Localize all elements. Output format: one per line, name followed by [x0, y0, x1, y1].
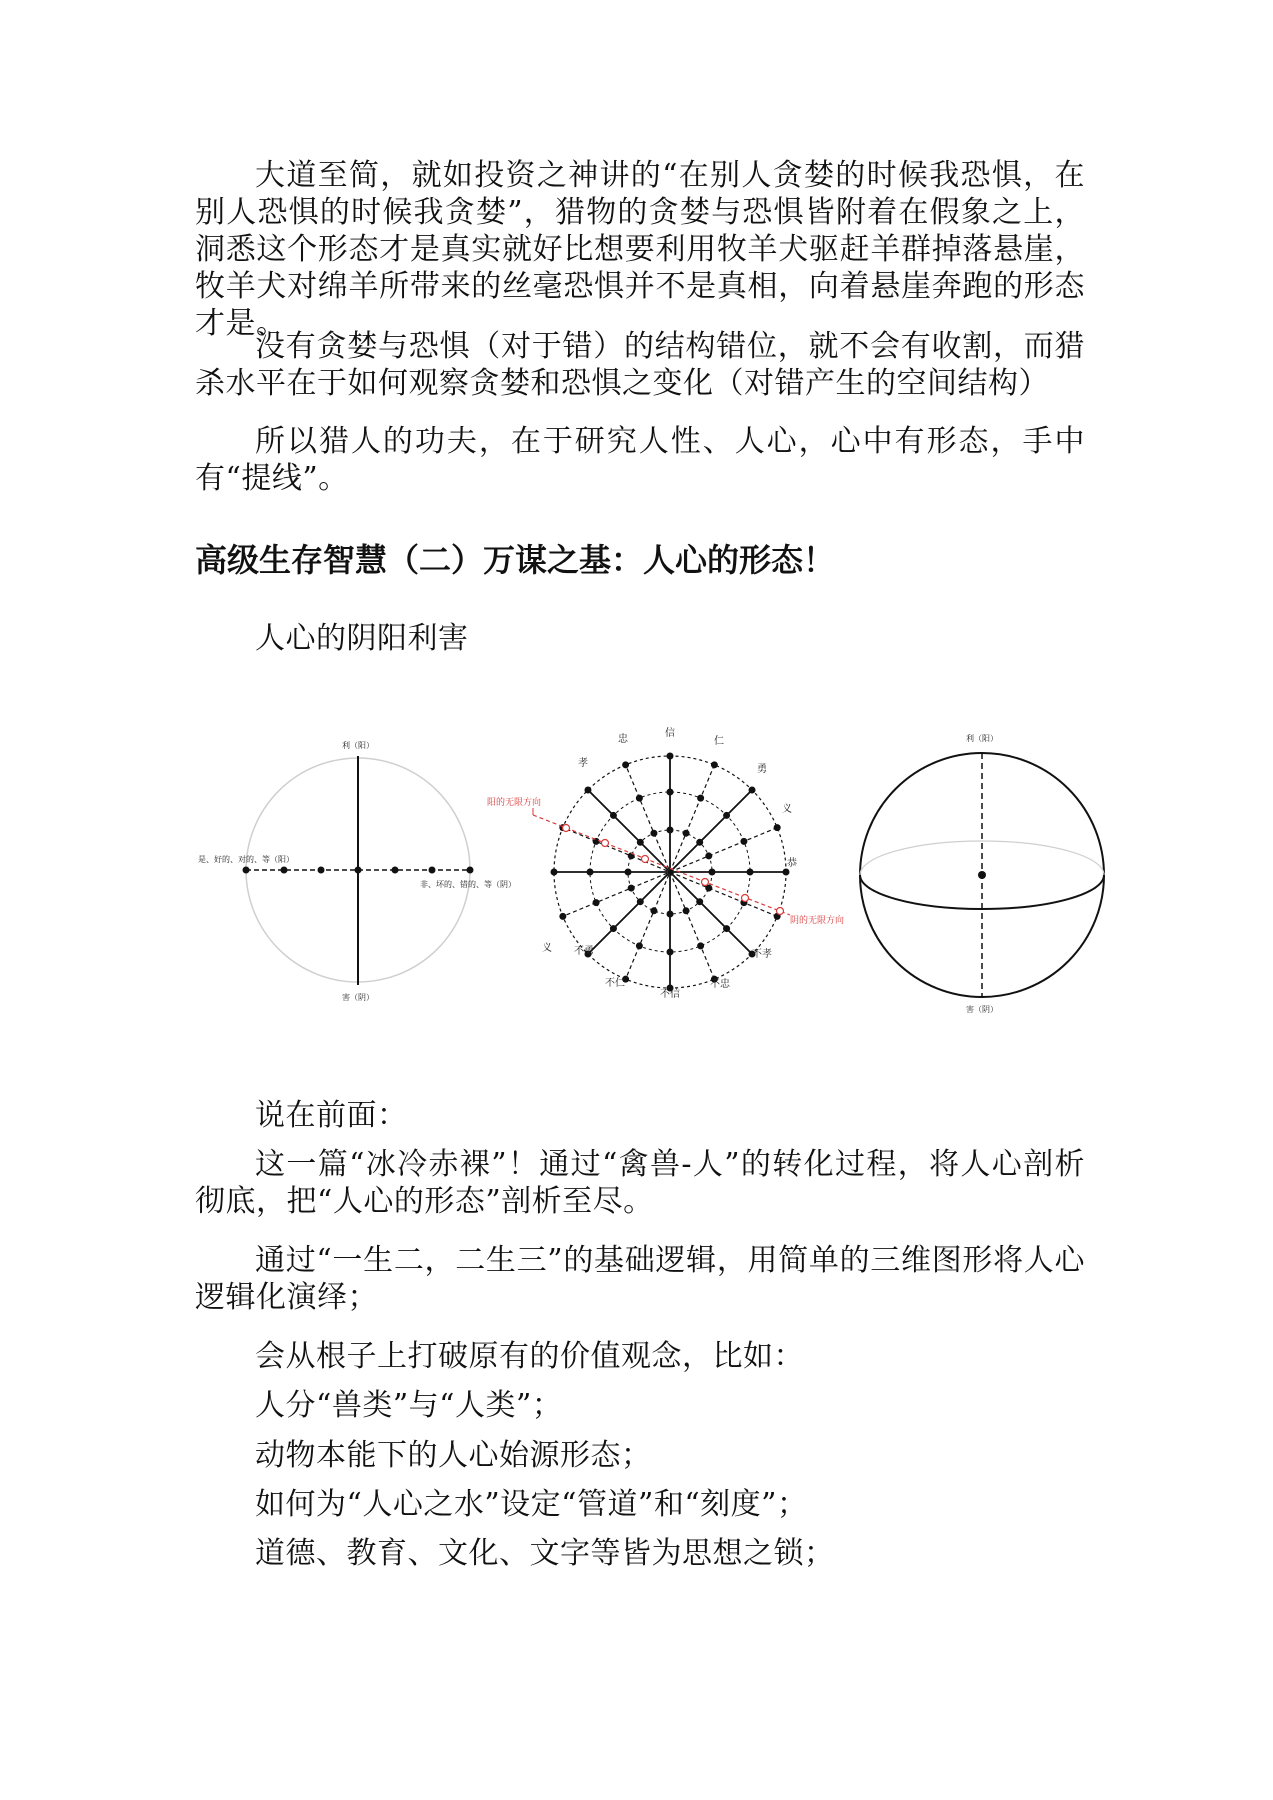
- axis-dot: [281, 867, 288, 874]
- yin-yang-direction-line: [533, 815, 790, 915]
- yin-direction-label: 阴的无限方向: [790, 916, 845, 926]
- spoke-dot: [667, 827, 674, 834]
- list-line: 人分“兽类”与“人类”；: [255, 1388, 563, 1423]
- direction-marker: [642, 856, 649, 863]
- wheel-label: 仁: [714, 736, 724, 747]
- spoke-dot: [559, 913, 566, 920]
- spoke-dot: [625, 869, 632, 876]
- axis-dot: [355, 867, 362, 874]
- spoke-dot: [637, 839, 644, 846]
- spoke-dot: [783, 869, 790, 876]
- list-line: 会从根子上打破原有的价值观念，比如：: [255, 1339, 804, 1374]
- direction-marker: [563, 825, 570, 832]
- spoke-dot: [667, 949, 674, 956]
- spoke-dot: [622, 761, 629, 768]
- axis-dot: [467, 867, 474, 874]
- spoke-dot: [667, 789, 674, 796]
- spoke-dot: [774, 824, 781, 831]
- wheel-label: 忠: [618, 734, 628, 745]
- wheel-label: 不勇: [574, 946, 594, 957]
- paragraph-investment: 大道至简，就如投资之神讲的“在别人贪婪的时候我恐惧，在别人恐惧的时候我贪婪”，猎物的贪婪与恐惧皆附着在假象之上，洞悉这个形态才是真实就好比想要利用牧羊犬驱赶羊群掉落悬崖，牧羊犬对绵羊所带来的丝毫恐惧并不是真相，向着悬崖奔跑的形态才是。: [195, 158, 1085, 341]
- spoke-dot: [697, 942, 704, 949]
- sphere-diagram: [860, 733, 1104, 1014]
- spoke-dot: [584, 786, 591, 793]
- spoke-dot: [683, 830, 690, 837]
- label-right: 非、坏的、错的、等（阴）: [420, 880, 516, 889]
- spoke-dot: [740, 838, 747, 845]
- paragraph-structure: 没有贪婪与恐惧（对于错）的结构错位，就不会有收割，而猎杀水平在于如何观察贪婪和恐惧之变化（对错产生的空间结构）: [195, 329, 1085, 401]
- axis-dot: [243, 867, 250, 874]
- spoke-dot: [709, 869, 716, 876]
- virtue-wheel-diagram: [487, 726, 844, 1000]
- paragraph-logic: 通过“一生二，二生三”的基础逻辑，用简单的三维图形将人心逻辑化演绎；: [195, 1243, 1085, 1315]
- sphere-label-bottom: 害（阴）: [966, 1005, 998, 1014]
- yang-direction-label: 阳的无限方向: [487, 798, 542, 808]
- spoke-dot: [696, 898, 703, 905]
- spoke-dot: [610, 812, 617, 819]
- spoke-dot: [667, 753, 674, 760]
- wheel-label: 孝: [578, 758, 588, 769]
- spoke-dot: [696, 839, 703, 846]
- direction-marker: [777, 908, 784, 915]
- spoke-dot: [697, 795, 704, 802]
- spoke-dot: [636, 942, 643, 949]
- axis-dot: [318, 867, 325, 874]
- sphere-label-top: 利（阳）: [966, 734, 998, 743]
- subheading: 人心的阴阳利害: [255, 621, 469, 656]
- axis-dot: [429, 867, 436, 874]
- spoke-dot: [637, 898, 644, 905]
- label-top: 利（阳）: [342, 741, 374, 750]
- spoke-dot: [747, 869, 754, 876]
- wheel-label: 不孝: [752, 949, 772, 960]
- spoke-dot: [723, 812, 730, 819]
- paragraph-hunter: 所以猎人的功夫，在于研究人性、人心，心中有形态，手中有“提线”。: [195, 424, 1085, 496]
- spoke-dot: [636, 795, 643, 802]
- list-line: 如何为“人心之水”设定“管道”和“刻度”；: [255, 1487, 808, 1522]
- spoke-dot: [711, 761, 718, 768]
- paragraph-cold: 这一篇“冰冷赤裸”！通过“禽兽-人”的转化过程，将人心剖析彻底，把“人心的形态”剖析至尽。: [195, 1147, 1085, 1219]
- spoke-dot: [593, 899, 600, 906]
- spoke-dot: [650, 907, 657, 914]
- wheel-label: 不仁: [605, 978, 625, 989]
- spoke-dot: [683, 907, 690, 914]
- label-bottom: 害（阴）: [342, 993, 374, 1002]
- axis-circle-diagram: [198, 740, 516, 1002]
- spoke-dot: [705, 852, 712, 859]
- wheel-label: 勇: [757, 764, 767, 775]
- spoke-dot: [610, 925, 617, 932]
- axis-dot: [392, 867, 399, 874]
- wheel-label: 义: [542, 943, 552, 954]
- label-left: 是、好的、对的、等（阳）: [198, 855, 294, 864]
- wheel-label: 恭: [787, 858, 797, 869]
- spoke-dot: [650, 830, 657, 837]
- list-line: 道德、教育、文化、文字等皆为思想之锁；: [255, 1536, 835, 1571]
- spoke-dot: [749, 786, 756, 793]
- intro-line: 说在前面：: [255, 1098, 408, 1133]
- wheel-label: 不信: [660, 989, 680, 1000]
- direction-marker: [602, 840, 609, 847]
- spoke-dot: [667, 911, 674, 918]
- direction-marker: [742, 895, 749, 902]
- spoke-dot: [587, 869, 594, 876]
- wheel-label: 义: [782, 804, 792, 815]
- section-heading: 高级生存智慧（二）万谋之基：人心的形态！: [195, 541, 836, 579]
- wheel-label: 不忠: [710, 979, 730, 990]
- spoke-dot: [628, 885, 635, 892]
- direction-marker: [702, 879, 709, 886]
- spoke-dot: [551, 869, 558, 876]
- wheel-label: 信: [665, 728, 675, 739]
- sphere-center: [978, 871, 986, 879]
- list-line: 动物本能下的人心始源形态；: [255, 1438, 652, 1473]
- spoke-dot: [723, 925, 730, 932]
